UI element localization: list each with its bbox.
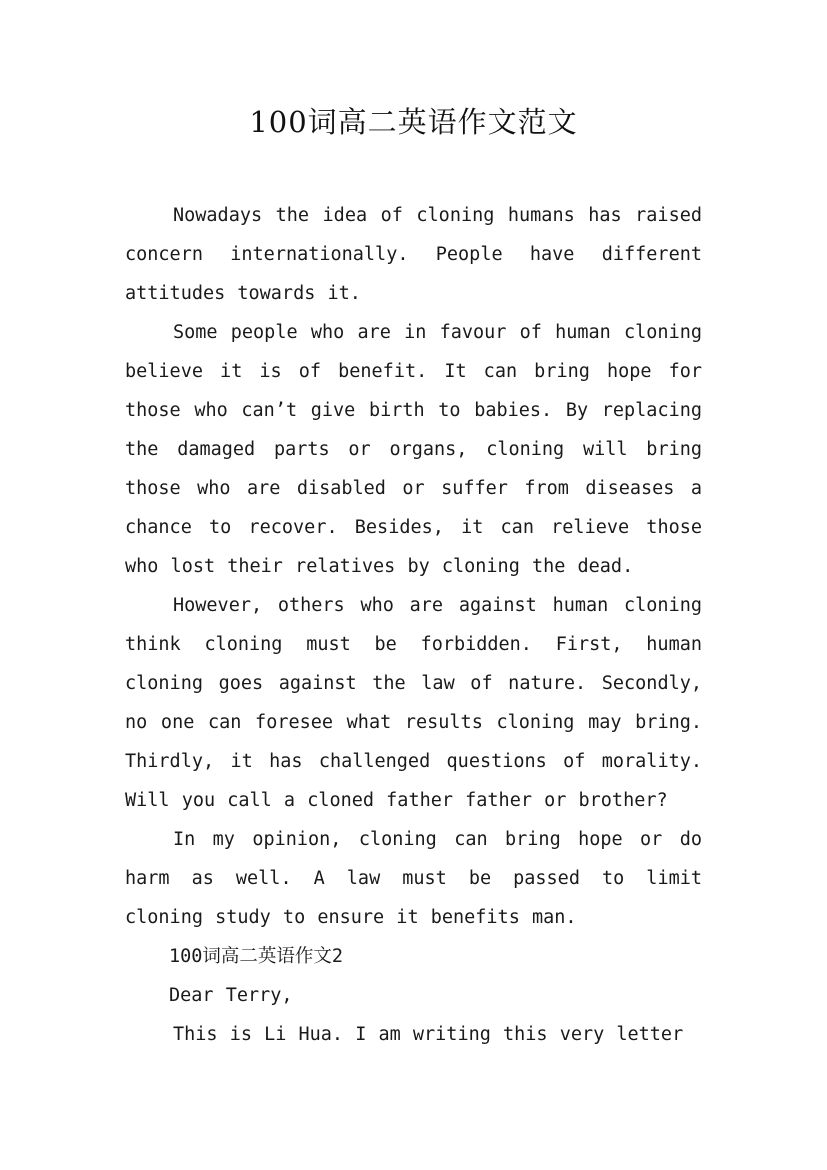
document-body [125, 196, 702, 1054]
paragraph-3: However, others who are against human cloning think cloning must be forbidden. First, human cloning goes against the law of nature. Secondly, no one can foresee what results cloning may bring. Thirdly, it has challenged questions of morality. Will you call a cloned father father or brother? [125, 595, 702, 811]
paragraph-1: Nowadays the idea of cloning humans has raised concern internationally. People have different attitudes towards it. [125, 205, 702, 304]
paragraph-4: In my opinion, cloning can bring hope or do harm as well. A law must be passed to limit cloning study to ensure it benefits man. [125, 829, 702, 928]
salutation: Dear Terry, [169, 985, 293, 1006]
paragraph-5: This is Li Hua. I am writing this very letter [173, 1024, 684, 1045]
subheading: 100词高二英语作文2 [169, 946, 344, 967]
page-title: 100词高二英语作文范文 [249, 105, 578, 139]
paragraph-2: Some people who are in favour of human cloning believe it is of benefit. It can bring hope for those who can’t give birth to babies. By replacing the damaged parts or organs, cloning will bring those who are disabled or suffer from diseases a chance to recover. Besides, it can relieve those who lost their relatives by cloning the dead. [125, 322, 702, 577]
